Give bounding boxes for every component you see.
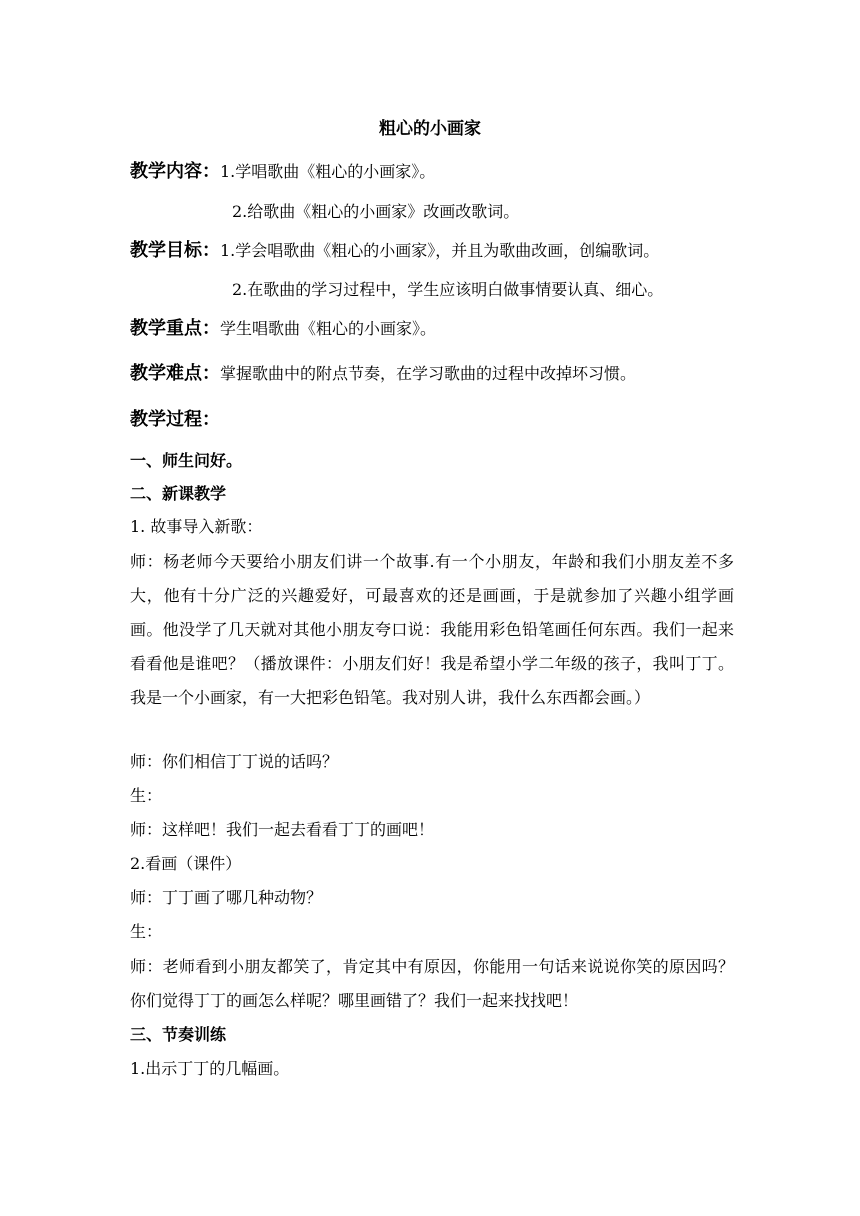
step-1: 1. 故事导入新歌： [130, 517, 263, 536]
goal-row [130, 240, 659, 262]
teacher-line-1: 师：这样吧！我们一起去看看丁丁的画吧！ [130, 820, 435, 839]
goal-item-1: 1.学会唱歌曲《粗心的小画家》，并且为歌曲改画，创编歌词。 [220, 241, 660, 260]
goal-item-2: 2.在歌曲的学习过程中，学生应该明白做事情要认真、细心。 [232, 280, 664, 299]
content-row [130, 161, 435, 183]
student-answer-2: 生： [130, 922, 163, 941]
key-text: 学生唱歌曲《粗心的小画家》。 [220, 319, 437, 338]
section-1-heading: 一、师生问好。 [130, 451, 243, 470]
page-title: 粗心的小画家 [379, 119, 481, 139]
teacher-question-1: 师：你们相信丁丁说的话吗？ [130, 752, 339, 771]
teacher-paragraph-2: 师：老师看到小朋友都笑了，肯定其中有原因，你能用一句话来说说你笑的原因吗？你们觉得丁丁的画怎么样呢？哪里画错了？我们一起来找找吧！ [130, 957, 734, 1010]
content-item-2: 2.给歌曲《粗心的小画家》改画改歌词。 [232, 202, 520, 221]
step-2: 2.看画（课件） [130, 854, 242, 873]
goal-label: 教学目标： [130, 240, 220, 261]
process-heading: 教学过程： [130, 409, 220, 430]
key-row [130, 318, 436, 340]
key-label: 教学重点： [130, 318, 220, 339]
difficult-text: 掌握歌曲中的附点节奏，在学习歌曲的过程中改掉坏习惯。 [220, 364, 637, 383]
teacher-question-2: 师：丁丁画了哪几种动物？ [130, 888, 323, 907]
section-3-heading: 三、节奏训练 [130, 1025, 227, 1044]
student-answer-1: 生： [130, 786, 163, 805]
content-label: 教学内容： [130, 161, 220, 182]
section-2-heading: 二、新课教学 [130, 484, 227, 503]
difficult-row [130, 363, 636, 385]
story-paragraph: 师：杨老师今天要给小朋友们讲一个故事.有一个小朋友，年龄和我们小朋友差不多大，他有十分广泛的兴趣爱好，可最喜欢的还是画画，于是就参加了兴趣小组学画画。他没学了几天就对其他小朋友夸口说：我能用彩色铅笔画任何东西。我们一起来看看他是谁吧？（播放课件：小朋友们好！我是希望小学二年级的孩子，我叫丁丁。我是一个小画家，有一大把彩色铅笔。我对别人讲，我什么东西都会画。） [130, 552, 734, 707]
step-3: 1.出示丁丁的几幅画。 [130, 1059, 290, 1078]
difficult-label: 教学难点： [130, 363, 220, 384]
content-item-1: 1.学唱歌曲《粗心的小画家》。 [220, 162, 436, 181]
